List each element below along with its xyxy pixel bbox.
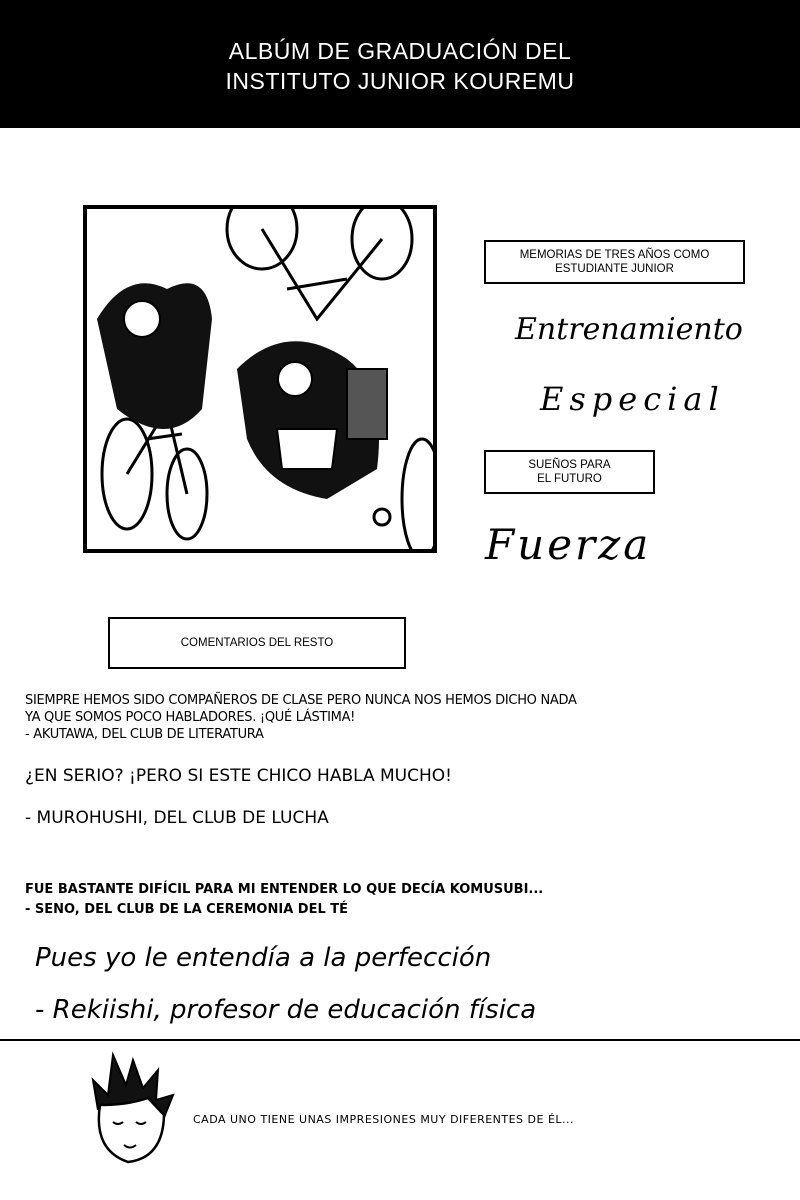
- comments-label-box: [108, 617, 406, 669]
- comment-author: - MUROHUSHI, DEL CLUB DE LUCHA: [25, 808, 329, 828]
- memories-answer-line-1: Entrenamiento: [515, 312, 743, 347]
- page-title: [0, 36, 800, 96]
- comment-murohushi: [25, 766, 452, 828]
- bicycle-scene-image: [87, 209, 433, 549]
- comment-author: - SENO, DEL CLUB DE LA CEREMONIA DEL TÉ: [25, 902, 349, 917]
- comment-text: ¿EN SERIO? ¡PERO SI ESTE CHICO HABLA MUCHO!: [25, 766, 452, 786]
- comment-text: SIEMPRE HEMOS SIDO COMPAÑEROS DE CLASE PERO NUNCA NOS HEMOS DICHO NADA: [25, 693, 577, 708]
- memories-answer-line-2: Especial: [540, 380, 725, 418]
- comment-text: YA QUE SOMOS POCO HABLADORES. ¡QUÉ LÁSTIMA!: [25, 710, 356, 725]
- comment-author: - AKUTAWA, DEL CLUB DE LITERATURA: [25, 727, 264, 742]
- title-line-2: INSTITUTO JUNIOR KOUREMU: [225, 68, 575, 94]
- memories-label-line-2: ESTUDIANTE JUNIOR: [555, 263, 674, 275]
- comment-author: - Rekiishi, profesor de educación física: [35, 995, 537, 1025]
- comment-text: Pues yo le entendía a la perfección: [35, 943, 492, 973]
- title-line-1: ALBÚM DE GRADUACIÓN DEL: [228, 38, 572, 64]
- comment-text: FUE BASTANTE DIFÍCIL PARA MI ENTENDER LO QUE DECÍA KOMUSUBI...: [25, 882, 544, 897]
- character-face-icon: [88, 1050, 178, 1170]
- comment-akutawa: [25, 692, 577, 743]
- dreams-label-line-1: SUEÑOS PARA: [528, 459, 611, 471]
- divider: [0, 1039, 800, 1041]
- dreams-label-box: [484, 450, 655, 494]
- dreams-answer: Fuerza: [485, 520, 652, 569]
- comments-label: COMENTARIOS DEL RESTO: [180, 637, 334, 649]
- memories-label-box: [484, 240, 745, 284]
- memories-label-line-1: MEMORIAS DE TRES AÑOS COMO: [519, 249, 710, 261]
- comment-seno: [25, 880, 543, 920]
- manga-panel-illustration: [83, 205, 437, 553]
- footer-caption: CADA UNO TIENE UNAS IMPRESIONES MUY DIFERENTES DE ÉL...: [193, 1113, 575, 1126]
- dreams-label-line-2: EL FUTURO: [537, 473, 602, 485]
- comment-rekiishi: [35, 932, 536, 1036]
